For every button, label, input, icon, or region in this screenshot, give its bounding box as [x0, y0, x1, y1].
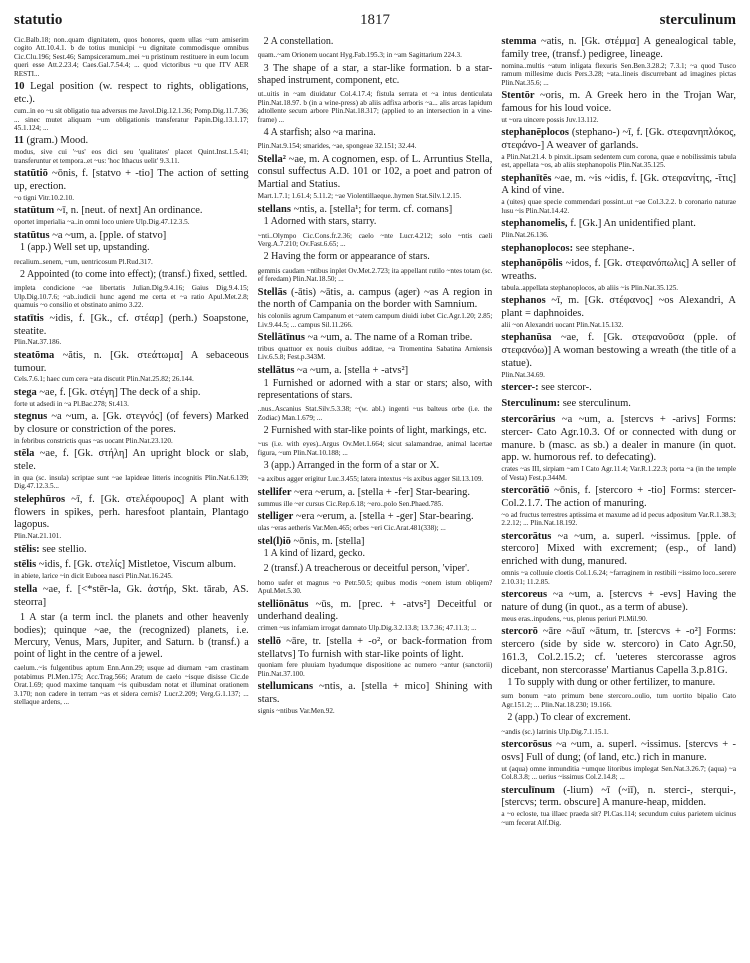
- entry-headword-line: stellifer ~era ~erum, a. [stella + -fer] Star-bearing.: [257, 486, 471, 498]
- entry-sense: 2 (transf.) A treacherous or deceitful person, 'viper'.: [263, 563, 470, 575]
- entry-citation: omnis ~a colluuie cloetis Col.1.6.24; ~farraginem in restibili ~issimo loco..serere 2.10.31; 11.2.85.: [501, 569, 737, 586]
- dictionary-entry: [258, 63, 493, 87]
- entry-citation: quam..~am Orionem uocant Hyg.Fab.195.3; in ~am Sagittarium 224.3.: [257, 51, 462, 60]
- entry-headword-line: statūtiō ~ōnis, f. [statvo + -tio] The action of setting up, erection.: [14, 168, 249, 193]
- entry-headword-line: stellumicans ~ntis, a. [stella + mico] Shining with stars.: [257, 681, 493, 706]
- entry-headword-line: stephanomelis, f. [Gk.] An unidentified plant.: [501, 218, 696, 230]
- dictionary-entry: [501, 785, 736, 828]
- entry-sense: 1 (app.) Well set up, upstanding.: [20, 242, 150, 254]
- dictionary-entry: [14, 313, 249, 347]
- entry-headword-line: Stella² ~ae, m. A cognomen, esp. of L. Arruntius Stella, consul suffectus A.D. 101 or 102, a poet and patron of Martial and Statius.: [257, 153, 493, 191]
- entry-headword-line: stephanoplocos: see stephane-.: [501, 242, 635, 254]
- entry-headword-line: stēla ~ae, f. [Gk. στήλη] An upright block or slab, stele.: [14, 448, 249, 473]
- entry-citation: quoniam fere pluuiam hyadumque dispositione ac numero ~antur (sanctorii) Plin.Nat.37.100.: [257, 661, 493, 678]
- dictionary-entry: [14, 81, 249, 132]
- entry-sense: 1 To supply with dung or other fertilizer, to manure.: [507, 677, 716, 689]
- dictionary-entry: [14, 612, 249, 661]
- dictionary-entry: [14, 284, 249, 309]
- dictionary-entry: [501, 382, 736, 395]
- entry-citation: ~us (i.e. with eyes)..Argus Ov.Met.1.664; sicut salamandrae, animal lacertae figura, ~um Plin.Nat.10.188; ...: [257, 440, 493, 457]
- dictionary-entry: [258, 142, 493, 150]
- entry-citation: Plin.Nat.9.154; smarides, ~ae, spongeae 32.151; 32.44.: [257, 142, 417, 151]
- entry-sense: 3 The shape of a star, a star-like formation. b a star-shaped instrument, component, etc.: [257, 62, 493, 86]
- entry-sense: 2 A constellation.: [263, 36, 334, 47]
- entry-headword-line: steatōma ~ătis, n. [Gk. στεάτωμα] A sebaceous tumour.: [14, 349, 249, 374]
- dictionary-entry: [258, 511, 493, 532]
- entry-citation: tribus quattuor ex nouis ciuibus additae, ~a Tromentina Sabatina Arniensis Liv.6.5.8; Fest.p.343M.: [257, 345, 493, 362]
- entry-citation: oportet imperialia ~a..in omni loco uniere Ulp.Dig.47.12.3.5.: [14, 218, 190, 227]
- entry-citation: tabula..appellata stephanoplocos, ab aliis ~is Plin.Nat.35.125.: [501, 283, 679, 292]
- dictionary-entry: [501, 218, 736, 239]
- entry-citation: crimen ~us infamiam irrogat damnato Ulp.Dig.3.2.13.8; 13.7.36; 47.11.3; ...: [257, 624, 477, 633]
- entry-citation: ~andis (sc.) latrinis Ulp.Dig.7.1.15.1.: [501, 727, 609, 736]
- entry-citation: in abiete, larice ~in dicit Euboea nasci Plin.Nat.16.245.: [14, 572, 173, 581]
- dictionary-entry: [14, 664, 249, 706]
- entry-headword-line: Stellātīnus ~a ~um, a. The name of a Roman tribe.: [257, 332, 473, 344]
- entry-citation: ~o tigni Vitr.10.2.10.: [14, 193, 75, 202]
- entry-headword-line: Stentōr ~oris, m. A Greek hero in the Trojan War, famous for his loud voice.: [501, 90, 737, 114]
- entry-citation: in febribus constrictis quas ~as uocant Plin.Nat.23.120.: [14, 436, 173, 445]
- dictionary-entry: [501, 258, 736, 292]
- entry-headword-line: stelliger ~era ~erum, a. [stella + -ger] Star-bearing.: [257, 511, 474, 523]
- entry-citation: ~nti..Olympo Cic.Cons.fr.2.36; caelo ~nte Lucr.4.212; solo ~ntis caeli Verg.A.7.210; Ov.Fast.6.65; ...: [257, 231, 493, 248]
- dictionary-entry: [501, 36, 736, 87]
- dictionary-entry: [258, 251, 493, 263]
- entry-citation: Cels.7.6.1; haec cum cera ~ata discutit Plin.Nat.25.82; 26.144.: [14, 375, 194, 384]
- entry-citation: Cic.Balb.18; non..quam dignitatem, quos honores, quem ullas ~um amiserim cogito Att.10.4.1. b de totius municipi ~u dignitate commodisque omnibus Cic.Clu.196; Sest.46; Sampsiceramum..mei ~u pristinum restituere in eum locum queri esse Att.2.23.4; Caes.Gal.7.54.4; ... quod victoribus ~u que ITV AER RESTI...: [14, 36, 249, 78]
- entry-citation: his coloniis agrum Campanum et ~atem campum diuidi iubet Cic.Agr.1.20; 2.85; Liv.9.44.5; ... campus Sil.11.266.: [257, 312, 493, 329]
- page-header: [14, 12, 736, 32]
- dictionary-entry: [501, 398, 736, 411]
- dictionary-entry: [258, 204, 493, 229]
- entry-citation: modus, sive cui '~us' eos dici seu 'qualitates' placet Quint.Inst.1.5.41; transferuntur et tempora..et ~us: 'hoc Ithacus uelit' 9.3.11.: [14, 148, 249, 165]
- entry-headword-line: stephanos ~ī, m. [Gk. στέφανος] ~os Alexandri, A plant = daphnoides.: [501, 295, 737, 320]
- entry-headword-line: statītis ~idis, f. [Gk., cf. στέαρ] (perh.) Soapstone, steatite.: [14, 312, 249, 337]
- entry-headword-line: stercoreus ~a ~um, a. [stercvs + -evs] Having the nature of dung (in quot., as a term of abuse).: [501, 589, 737, 613]
- dictionary-entry: [258, 36, 493, 48]
- entry-citation: ut ~ora uincere possis Juv.13.112.: [501, 115, 599, 124]
- entry-headword-line: stephanūsa ~ae, f. [Gk. στεφανοῦσα (pple. of στεφανόω)] A woman bestowing a wreath (the title of a statue).: [501, 332, 737, 370]
- entry-headword-line: stercer-: see stercor-.: [501, 382, 592, 394]
- entry-citation: Mart.1.7.1; 1.61.4; 5.11.2; ~ae Violentillaeque..hymen Stat.Silv.1.2.15.: [257, 192, 462, 201]
- dictionary-entry: [14, 544, 249, 557]
- left-guide-word: statutio: [14, 12, 63, 28]
- dictionary-entry: [14, 168, 249, 202]
- dictionary-entry: [258, 475, 493, 483]
- page-number: 1817: [360, 12, 390, 28]
- column-2: [258, 36, 493, 959]
- entry-citation: ..nus..Ascanius Stat.Silv.5.3.38; ~(w. abl.) ingenti ~us balteus orbe (i.e. the Zodiac) Man.1.679; ...: [257, 405, 493, 422]
- dictionary-entry: [258, 536, 493, 561]
- dictionary-entry: [14, 205, 249, 226]
- dictionary-entry: [258, 365, 493, 402]
- entry-citation: ut..uitis in ~am diuidatur Col.4.17.4; fistula serrata et ~a intus denticulata Plin.Nat.18.97. b (in a wine-press) ab aliis adfixa arboris ~a... alis arcas lapidum adtollente secum arbore Plin.Nat.18.317; (applied to an intersection in a vine-frame) ...: [257, 90, 493, 124]
- entry-citation: Plin.Nat.26.136.: [501, 231, 549, 240]
- entry-headword-line: stercorōsus ~a ~um, a. superl. ~issimus. [stercvs + -osvs] Full of dung; (of land, etc.) rich in manure.: [501, 739, 737, 763]
- dictionary-columns: [14, 36, 736, 959]
- entry-headword-line: stercorō ~āre ~āuī ~ātum, tr. [stercvs + -o²] Forms: stercero (side by side w. stercoro) in Cato Agr.50, 161.3, Col.2.15.2; cf. 'ueteres stercorasse agros dicebant, non stercorasse' Martianus Capella 3.p.81G.: [501, 626, 737, 676]
- entry-citation: a ~o ecloste, tua illaec praeda sit? Pl.Cas.114; secundum cuius parietem uicinus ~um fecerat Alf.Dig.: [501, 810, 737, 827]
- dictionary-entry: [14, 584, 249, 610]
- entry-citation: Plin.Nat.21.101.: [14, 532, 62, 541]
- dictionary-entry: [258, 287, 493, 330]
- entry-sense: 1 Adorned with stars, starry.: [263, 216, 377, 228]
- entry-headword-line: stephanītēs ~ae, m. ~is ~idis, f. [Gk. στεφανίτης, -ῖτις] A kind of vine.: [501, 172, 737, 197]
- entry-headword-line: stephanēplocos (stephano-) ~ī, f. [Gk. στεφανηπλόκος, στεφάνο-] A weaver of garlands.: [501, 127, 737, 151]
- dictionary-entry: [258, 232, 493, 249]
- entry-citation: meus eras..inpudens, ~us, plenus periuri Pl.Mil.90.: [501, 614, 648, 623]
- dictionary-entry: [14, 258, 249, 266]
- entry-headword-line: stella ~ae, f. [<*stēr-la, Gk. ἀστήρ, Skt. tārab, AS. steorra]: [14, 583, 249, 608]
- entry-citation: Plin.Nat.37.186.: [14, 338, 62, 347]
- entry-headword-line: stercorārius ~a ~um, a. [stercvs + -arivs] Forms: stercer- Cato Agr.10.3. Of or connected with dung or manure. b (masc. as sb.) a dealer in manure (in quot. app. w. humorous ref. to defecating).: [501, 413, 737, 464]
- entry-citation: impleta condicione ~ae libertatis Julian.Dig.9.4.16; Gaius Dig.9.4.15; Ulp.Dig.10.7.6; ~ab..iudicii hunc agend me certa et ~a ratio Apul.Met.2.8; quamuis ~o consilio et obstinato animo 3.22.: [14, 284, 249, 310]
- dictionary-entry: [14, 494, 249, 541]
- dictionary-entry: [501, 414, 736, 482]
- dictionary-entry: [14, 411, 249, 445]
- entry-headword-line: sterculīnum (-lium) ~ī (~iī), n. sterci-, sterqui-, [stercvs; term. obscure] A manure-heap, midden.: [501, 784, 737, 809]
- dictionary-entry: [501, 728, 736, 736]
- dictionary-entry: [501, 243, 736, 256]
- entry-headword-line: stegnus ~a ~um, a. [Gk. στεγνός] (of fevers) Marked by closure or constriction of the pores.: [14, 411, 249, 435]
- dictionary-entry: [501, 332, 736, 379]
- dictionary-entry: [501, 531, 736, 586]
- entry-headword-line: stercorātiō ~ōnis, f. [stercoro + -tio] Forms: stercer- Col.2.1.7. The action of manuring.: [501, 485, 737, 509]
- dictionary-entry: [501, 712, 736, 724]
- entry-sense: 4 A starfish; also ~a marina.: [263, 126, 376, 138]
- dictionary-entry: [258, 332, 493, 362]
- dictionary-entry: [14, 135, 249, 165]
- dictionary-entry: [258, 425, 493, 437]
- dictionary-entry: [501, 295, 736, 329]
- entry-citation: a Plin.Nat.21.4. b pinxit..ipsam sedentem cum corona, quae e nobilissimis tabula est, appellata ~os, ab aliis stephanopolis Plin.Nat.35.125.: [501, 152, 737, 170]
- entry-citation: signis ~ntibus Var.Men.92.: [257, 706, 335, 715]
- dictionary-entry: [14, 387, 249, 408]
- entry-sense: 2 Having the form or appearance of stars.: [263, 251, 430, 263]
- dictionary-entry: [14, 559, 249, 580]
- entry-citation: cum..in eo ~u sit obligatio tua adversus me Javol.Dig.12.1.36; Pomp.Dig.11.7.36; ... sinec mutet aliquam ~um obligationis transferatur Papin.Dig.13.1.17; 45.1.124; ...: [14, 107, 249, 132]
- entry-headword-line: stelliōnātus ~ūs, m. [prec. + -atvs²] Deceitful or underhand dealing.: [257, 598, 493, 623]
- entry-citation: ulas ~eras aetheris Var.Men.465; orbes ~eri Cic.Arat.481(338); ...: [257, 524, 446, 533]
- entry-citation: a (uites) quae specie commendari possint..ut ~ae Col.3.2.2. b coronario naturae lusu ~is Plin.Nat.14.42.: [501, 198, 737, 215]
- column-1: [14, 36, 249, 959]
- entry-citation: ~o ad fructus terrestres aptissima et maxume ad id pecus adpositum Var.R.1.38.3; 2.2.12; ... Plin.Nat.18.192.: [501, 510, 737, 528]
- dictionary-entry: [258, 51, 493, 59]
- dictionary-entry: [14, 36, 249, 78]
- right-guide-word: sterculinum: [659, 12, 736, 28]
- entry-headword-line: Sterculinum: see sterculinum.: [501, 398, 631, 410]
- entry-sense: 2 Appointed (to come into effect); (transf.) fixed, settled.: [20, 269, 248, 281]
- dictionary-entry: [501, 485, 736, 528]
- entry-citation: nomina..multis ~atum inligata flexuris Sen.Ben.3.28.2; 7.3.1; ~a quod Tusco ramum millesime ducis Pers.3.28; ~ata..lineis discurrebant ad imagines pictas Plin.Nat.35.6; ...: [501, 61, 737, 87]
- entry-citation: caelum..~is fulgentibus aptum Enn.Ann.29; usque ad diurnam ~am crastinam potabimus Pl.Men.175; Acc.Trag.566; Aratum de caelo ~isque disisse Cic.de Orat.1.69; quod maxime tanquam ~is quibusdam notat et illuminat orationem 3.170; non cadere in terram ~as et sidera cernis? Lucr.2.209; Verg.G.1.137; ... stellaque ardens, ...: [14, 664, 249, 707]
- entry-headword-line: stel(l)iō ~ōnis, m. [stella]: [257, 535, 365, 547]
- entry-citation: summus ille ~er cursus Cic.Rep.6.18; ~ero..polo Sen.Phaed.785.: [257, 499, 444, 508]
- entry-sense: 1 A kind of lizard, gecko.: [263, 548, 366, 560]
- dictionary-entry: [258, 405, 493, 422]
- dictionary-entry: [258, 681, 493, 715]
- dictionary-entry: [258, 460, 493, 472]
- dictionary-entry: [501, 90, 736, 124]
- dictionary-entry: [258, 579, 493, 596]
- entry-headword-line: stega ~ae, f. [Gk. στέγη] The deck of a ship.: [14, 386, 201, 398]
- dictionary-entry: [258, 127, 493, 139]
- dictionary-entry: [14, 269, 249, 281]
- entry-citation: ut (aqua) omne inmunditia ~umque litoribus implegat Sen.Nat.3.26.7; (aqua) ~a Col.8.3.8; ... uerius ~issimus Col.2.14.8; ...: [501, 764, 737, 782]
- entry-headword-line: stelephūros ~ī, f. [Gk. στελέφουρος] A plant with flowers in spikes, perh. haresfoot plantain, Plantago lagopus.: [14, 493, 249, 531]
- dictionary-entry: [501, 173, 736, 216]
- entry-citation: sum bonum ~ato primum bene stercoro..oulio, tum uortito bipalio Cato Agr.151.2; ... Plin.Nat.18.230; 19.166.: [501, 692, 737, 709]
- entry-citation: Plin.Nat.34.69.: [501, 370, 545, 379]
- dictionary-entry: [258, 154, 493, 201]
- entry-citation: alii ~on Alexandri uocant Plin.Nat.15.132.: [501, 321, 624, 329]
- entry-headword-line: stephanōpōlis ~idos, f. [Gk. στεφανόπωλις] A seller of wreaths.: [501, 258, 737, 283]
- entry-citation: crates ~as III, sirpiam ~am I Cato Agr.11.4; Var.R.1.22.3; porta ~a (in the temple of Vesta) Fest.p.344M.: [501, 465, 737, 482]
- dictionary-entry: [258, 267, 493, 284]
- entry-sense: 2 Furnished with star-like points of light, markings, etc.: [263, 425, 487, 437]
- entry-headword-line: stellō ~āre, tr. [stella + -o², or back-formation from stellatvs] To furnish with star-like points of light.: [257, 635, 493, 660]
- dictionary-entry: [258, 90, 493, 124]
- dictionary-entry: [258, 599, 493, 633]
- entry-citation: homo uafer et magnus ~o Petr.50.5; quibus modis ~onem istum obliqem? Apul.Met.5.30.: [257, 578, 493, 596]
- entry-headword-line: statūtum ~ī, n. [neut. of next] An ordinance.: [14, 205, 203, 217]
- entry-headword-line: stēlis: see stellio.: [14, 543, 87, 555]
- entry-headword-line: Stellās (-ātis) ~ātis, a. campus (ager) ~as A region in the north of Campania on the border with Samnium.: [257, 286, 493, 311]
- entry-citation: forte ut adsedi in ~a Pl.Bac.278; St.413.: [14, 399, 129, 408]
- dictionary-entry: [501, 127, 736, 170]
- entry-headword-line: stemma ~atis, n. [Gk. στέμμα] A genealogical table, family tree, (transf.) pedigree, lineage.: [501, 36, 737, 60]
- dictionary-entry: [14, 230, 249, 255]
- entry-headword-line: stēlis ~idis, f. [Gk. στελίς] Mistletoe, Viscum album.: [14, 559, 236, 571]
- dictionary-entry: [258, 440, 493, 457]
- column-3: [501, 36, 736, 959]
- dictionary-entry: [501, 692, 736, 709]
- entry-headword-line: 10 Legal position (w. respect to rights, obligations, etc.).: [14, 81, 249, 106]
- entry-headword-line: stercorātus ~a ~um, a. superl. ~issimus. [pple. of stercoro] Mixed with excrement; (esp., of land) enriched with dung, manured.: [501, 530, 737, 568]
- dictionary-entry: [501, 626, 736, 689]
- entry-citation: recalium..senem, ~um, uentricosum Pl.Rud.317.: [14, 257, 153, 266]
- dictionary-entry: [258, 636, 493, 679]
- entry-sense: 1 A star (a term incl. the planets and other heavenly bodies); quinque ~ae, the (recognized) planets, i.e. Mercury, Venus, Mars, Jupiter, and Saturn. b (transf.) a point of light in the centre of a jewel.: [14, 612, 249, 660]
- dictionary-entry: [258, 487, 493, 508]
- entry-citation: gemmis caudam ~ntibus inplet Ov.Met.2.723; ita appellant rutilo ~ntes totam (sc. ef feredam) Plin.Nat.18.50; ...: [257, 266, 493, 284]
- entry-sense: 1 Furnished or adorned with a star or stars; also, with representations of stars.: [257, 377, 493, 401]
- entry-headword-line: 11 (gram.) Mood.: [14, 135, 89, 147]
- entry-sense: 3 (app.) Arranged in the form of a star or X.: [263, 460, 440, 472]
- dictionary-entry: [501, 589, 736, 623]
- entry-headword-line: statūtus ~a ~um, a. [pple. of statvo]: [14, 229, 167, 241]
- entry-headword-line: stellātus ~a ~um, a. [stella + -atvs²]: [257, 364, 409, 376]
- dictionary-entry: [14, 350, 249, 384]
- entry-citation: in qua (sc. insula) scriptae sunt ~ae lapideae litteris incognitis Plin.Nat.6.139; Dig.47.12.3.5...: [14, 473, 249, 491]
- dictionary-entry: [258, 563, 493, 575]
- dictionary-entry: [501, 739, 736, 782]
- entry-sense: 2 (app.) To clear of excrement.: [507, 712, 631, 724]
- entry-citation: ~a axibus agger erigitur Luc.3.455; latera intextus ~is axibus agger Sil.13.109.: [257, 475, 484, 484]
- dictionary-entry: [14, 448, 249, 491]
- entry-headword-line: stellans ~ntis, a. [stella¹; for term. cf. comans]: [257, 203, 453, 215]
